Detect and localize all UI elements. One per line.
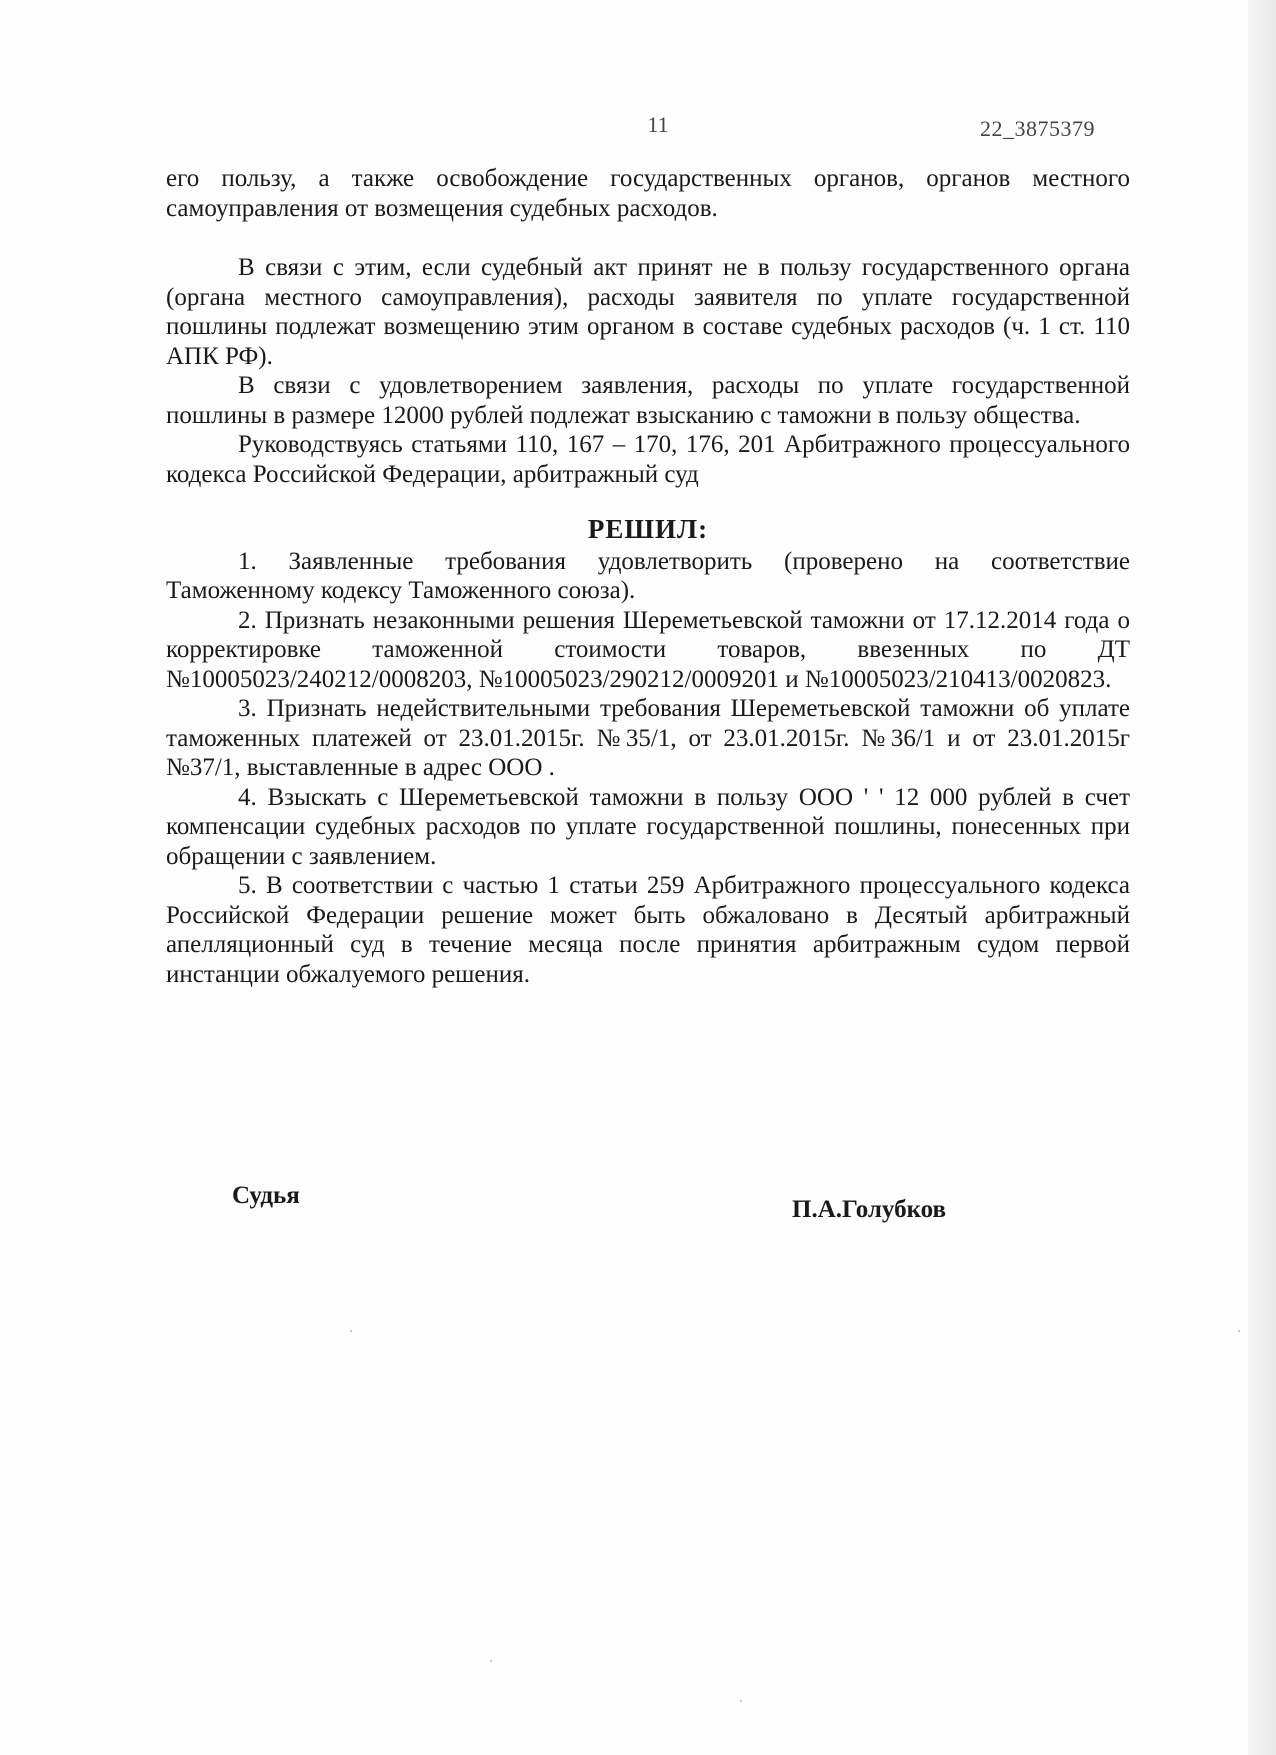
scan-edge-shadow xyxy=(1248,0,1276,1755)
decision-heading: РЕШИЛ: xyxy=(587,514,709,544)
page-number: 11 xyxy=(647,112,669,137)
judge-name: П.А.Голубков xyxy=(792,1196,947,1223)
paragraph-duty-recovery: В связи с удовлетворением заявления, расходы по уплате государственной пошлины в размере 12000 рублей подлежат взысканию с таможни в пользу общества. xyxy=(166,372,1130,429)
decision-item-2: 2. Признать незаконными решения Шереметьевской таможни от 17.12.2014 года о корректировке таможенной стоимости товаров, ввезенных по ДТ №10005023/240212/0008203, №10005023/290212/0009201 и №10005023/210413/0020823. xyxy=(166,606,1130,693)
scan-speck xyxy=(350,1330,352,1332)
decision-item-3: 3. Признать недействительными требования Шереметьевской таможни об уплате таможенных платежей от 23.01.2015г. №35/1, от 23.01.2015г. №36/1 и от 23.01.2015г №37/1, выставленные в адрес ООО . xyxy=(166,695,1130,781)
decision-item-5: 5. В соответствии с частью 1 статьи 259 Арбитражного процессуального кодекса Российской Федерации решение может быть обжаловано в Десятый арбитражный апелляционный суд в течение месяца после принятия арбитражным судом первой инстанции обжалуемого решения. xyxy=(166,872,1130,988)
paragraph-continuation: его пользу, а также освобождение государственных органов, органов местного самоуправления от возмещения судебных расходов. xyxy=(166,165,1130,222)
judge-role: Судья xyxy=(232,1182,300,1209)
paragraph-costs-reimbursement: В связи с этим, если судебный акт принят не в пользу государственного органа (органа местного самоуправления), расходы заявителя по уплате государственной пошлины подлежат возмещению этим органом в составе судебных расходов (ч. 1 ст. 110 АПК РФ). xyxy=(166,254,1130,370)
scan-speck xyxy=(1238,1330,1240,1332)
document-body xyxy=(166,164,1130,989)
paragraph-legal-basis: Руководствуясь статьями 110, 167 – 170, 176, 201 Арбитражного процессуального кодекса Российской Федерации, арбитражный суд xyxy=(166,431,1130,488)
scan-speck xyxy=(740,1700,742,1702)
document-id: 22_3875379 xyxy=(980,116,1095,141)
scan-speck xyxy=(490,1660,492,1662)
decision-item-4: 4. Взыскать с Шереметьевской таможни в пользу ООО ' ' 12 000 рублей в счет компенсации судебных расходов по уплате государственной пошлины, понесенных при обращении с заявлением. xyxy=(166,783,1130,870)
decision-item-1: 1. Заявленные требования удовлетворить (проверено на соответствие Таможенному кодексу Таможенного союза). xyxy=(166,547,1130,604)
